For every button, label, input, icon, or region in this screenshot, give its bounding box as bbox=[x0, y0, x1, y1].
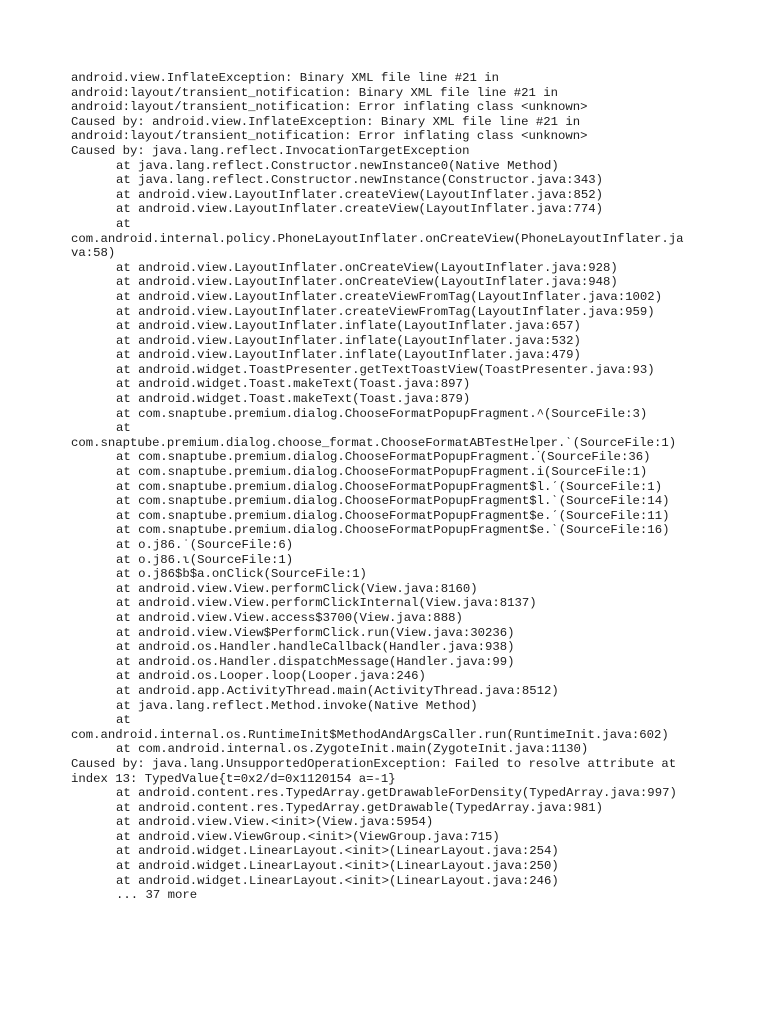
stack-frame-line: at android.view.View$PerformClick.run(View.java:30236) bbox=[116, 625, 515, 640]
stack-frame-line: at android.view.LayoutInflater.inflate(LayoutInflater.java:479) bbox=[116, 348, 581, 363]
exception-message-line: android:layout/transient_notification: Binary XML file line #21 in bbox=[71, 85, 559, 100]
stack-frame-line: at android.view.LayoutInflater.createViewFromTag(LayoutInflater.java:1002) bbox=[116, 289, 663, 304]
exception-message-line: com.android.internal.os.RuntimeInit$MethodAndArgsCaller.run(RuntimeInit.java:602) bbox=[71, 727, 669, 742]
stack-frame-line: at android.content.res.TypedArray.getDrawable(TypedArray.java:981) bbox=[116, 800, 604, 815]
exception-message-line: android.view.InflateException: Binary XML file line #21 in bbox=[71, 71, 500, 85]
stack-frame-line: at android.widget.Toast.makeText(Toast.java:879) bbox=[116, 392, 471, 407]
stack-frame-line: at android.widget.LinearLayout.<init>(LinearLayout.java:250) bbox=[116, 859, 559, 874]
stack-frame-line: at android.widget.Toast.makeText(Toast.java:897) bbox=[116, 377, 471, 392]
stack-frame-line: at com.snaptube.premium.dialog.ChooseFormatPopupFragment.i(SourceFile:1) bbox=[116, 465, 648, 480]
exception-message-line: Caused by: java.lang.UnsupportedOperationException: Failed to resolve attribute at bbox=[71, 756, 677, 771]
stack-frame-line: at java.lang.reflect.Method.invoke(Native Method) bbox=[116, 698, 478, 713]
stack-frame-line: at com.snaptube.premium.dialog.ChooseFormatPopupFragment$e.ˊ(SourceFile:11) bbox=[116, 508, 670, 523]
exception-message-line: com.snaptube.premium.dialog.choose_format.ChooseFormatABTestHelper.ˋ(SourceFile:1) bbox=[71, 435, 677, 450]
exception-message-line: com.android.internal.policy.PhoneLayoutInflater.onCreateView(PhoneLayoutInflater.ja bbox=[71, 231, 684, 246]
exception-message-line: android:layout/transient_notification: Error inflating class <unknown> bbox=[71, 129, 588, 144]
stack-frame-line: at com.snaptube.premium.dialog.ChooseFormatPopupFragment.ᐝ(SourceFile:36) bbox=[116, 450, 651, 465]
stack-frame-line: at o.j86.ι(SourceFile:1) bbox=[116, 552, 294, 567]
exception-message-line: va:58) bbox=[71, 246, 116, 261]
stack-frame-line: at android.view.View.<init>(View.java:5954) bbox=[116, 815, 434, 830]
stack-frame-line: ... 37 more bbox=[116, 888, 198, 903]
stack-frame-line: at android.view.View.access$3700(View.java:888) bbox=[116, 610, 463, 625]
exception-message-line: android:layout/transient_notification: Error inflating class <unknown> bbox=[71, 100, 588, 115]
stack-frame-line: at com.android.internal.os.ZygoteInit.main(ZygoteInit.java:1130) bbox=[116, 742, 589, 757]
stack-frame-line: at android.view.LayoutInflater.createView(LayoutInflater.java:774) bbox=[116, 202, 604, 217]
stack-frame-line: at android.os.Looper.loop(Looper.java:246) bbox=[116, 669, 426, 684]
stack-frame-line: at android.view.ViewGroup.<init>(ViewGroup.java:715) bbox=[116, 829, 500, 844]
exception-message-line: index 13: TypedValue{t=0x2/d=0x1120154 a=-1} bbox=[71, 771, 396, 786]
stack-frame-line: at android.os.Handler.handleCallback(Handler.java:938) bbox=[116, 640, 515, 655]
stack-frame-line: at com.snaptube.premium.dialog.ChooseFormatPopupFragment$l.ˋ(SourceFile:14) bbox=[116, 494, 670, 509]
stack-frame-line: at bbox=[116, 421, 131, 436]
stack-frame-line: at com.snaptube.premium.dialog.ChooseFormatPopupFragment$e.ˋ(SourceFile:16) bbox=[116, 523, 670, 538]
stack-frame-line: at android.view.View.performClickInternal(View.java:8137) bbox=[116, 596, 537, 611]
stack-frame-line: at android.widget.ToastPresenter.getTextToastView(ToastPresenter.java:93) bbox=[116, 362, 655, 377]
stack-frame-line: at android.view.LayoutInflater.createViewFromTag(LayoutInflater.java:959) bbox=[116, 304, 655, 319]
stack-frame-line: at android.view.LayoutInflater.onCreateView(LayoutInflater.java:928) bbox=[116, 260, 618, 275]
stack-frame-line: at o.j86$b$a.onClick(SourceFile:1) bbox=[116, 567, 367, 582]
stack-frame-line: at bbox=[116, 216, 131, 231]
stack-frame-line: at android.view.LayoutInflater.inflate(LayoutInflater.java:532) bbox=[116, 333, 581, 348]
stack-frame-line: at bbox=[116, 713, 131, 728]
stack-frame-line: at java.lang.reflect.Constructor.newInstance0(Native Method) bbox=[116, 158, 559, 173]
stack-frame-line: at java.lang.reflect.Constructor.newInstance(Constructor.java:343) bbox=[116, 173, 604, 188]
exception-message-line: Caused by: java.lang.reflect.InvocationTargetException bbox=[71, 143, 470, 158]
stack-frame-line: at android.view.LayoutInflater.onCreateView(LayoutInflater.java:948) bbox=[116, 275, 618, 290]
stack-frame-line: at com.snaptube.premium.dialog.ChooseFormatPopupFragment$l.ˊ(SourceFile:1) bbox=[116, 479, 663, 494]
stack-frame-line: at android.view.LayoutInflater.inflate(LayoutInflater.java:657) bbox=[116, 319, 581, 334]
stack-frame-line: at o.j86.ˈ(SourceFile:6) bbox=[116, 538, 294, 552]
stack-frame-line: at android.view.View.performClick(View.java:8160) bbox=[116, 581, 478, 596]
stack-frame-line: at android.view.LayoutInflater.createView(LayoutInflater.java:852) bbox=[116, 187, 604, 202]
stack-frame-line: at android.widget.LinearLayout.<init>(LinearLayout.java:246) bbox=[116, 873, 559, 888]
exception-message-line: Caused by: android.view.InflateException: Binary XML file line #21 in bbox=[71, 114, 581, 129]
stack-frame-line: at android.widget.LinearLayout.<init>(LinearLayout.java:254) bbox=[116, 844, 559, 859]
stack-frame-line: at android.os.Handler.dispatchMessage(Handler.java:99) bbox=[116, 654, 515, 669]
stack-frame-line: at android.app.ActivityThread.main(ActivityThread.java:8512) bbox=[116, 683, 559, 698]
stack-trace-text bbox=[71, 71, 711, 903]
stack-frame-line: at com.snaptube.premium.dialog.ChooseFormatPopupFragment.^(SourceFile:3) bbox=[116, 406, 648, 421]
stack-frame-line: at android.content.res.TypedArray.getDrawableForDensity(TypedArray.java:997) bbox=[116, 786, 677, 801]
